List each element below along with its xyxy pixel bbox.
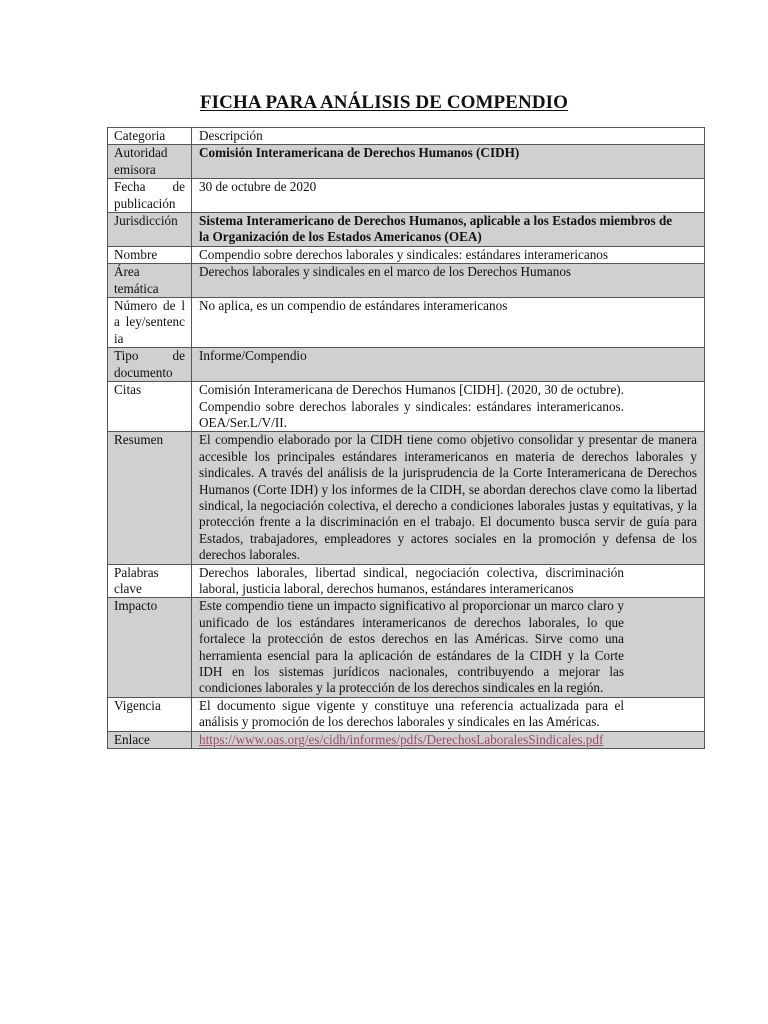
row-jurisdiccion — [108, 213, 705, 247]
page-title: FICHA PARA ANÁLISIS DE COMPENDIO — [199, 92, 569, 113]
row-category: Resumen — [108, 432, 192, 564]
row-description: Este compendio tiene un impacto significativo al proporcionar un marco claro y unificado de los estándares interamericanos de derechos laborales, lo que fortalece la protección de estos derechos en las Américas. Sirve como una herramienta esencial para la aplicación de estándares de la CIDH y la Corte IDH en los sistemas jurídicos nacionales, contribuyendo a mejorar las condiciones laborales y la protección de los derechos sindicales en la región. — [192, 598, 705, 697]
row-description — [192, 731, 705, 748]
row-area-tematica — [108, 264, 705, 298]
row-vigencia — [108, 697, 705, 731]
row-description: No aplica, es un compendio de estándares interamericanos — [192, 298, 705, 348]
row-category: Vigencia — [108, 697, 192, 731]
row-category: Fecha de publicación — [108, 179, 192, 213]
row-autoridad-emisora — [108, 145, 705, 179]
row-description: Comisión Interamericana de Derechos Humanos [CIDH]. (2020, 30 de octubre). Compendio sobre derechos laborales y sindicales: estándares interamericanos. OEA/Ser.L/V/II. — [192, 382, 705, 432]
row-description: Derechos laborales y sindicales en el marco de los Derechos Humanos — [192, 264, 705, 298]
row-fecha-publicacion — [108, 179, 705, 213]
row-category: Nombre — [108, 246, 192, 263]
table-header-row — [108, 128, 705, 145]
row-category: Número de la ley/sentencia — [108, 298, 192, 348]
row-enlace — [108, 731, 705, 748]
row-palabras-clave — [108, 564, 705, 598]
row-category: Impacto — [108, 598, 192, 697]
compendio-pdf-link[interactable]: https://www.oas.org/es/cidh/informes/pdfs/DerechosLaboralesSindicales.pdf — [199, 731, 604, 747]
row-impacto — [108, 598, 705, 697]
row-nombre — [108, 246, 705, 263]
row-description: Comisión Interamericana de Derechos Humanos (CIDH) — [192, 145, 705, 179]
row-description: Compendio sobre derechos laborales y sindicales: estándares interamericanos — [192, 246, 705, 263]
row-description: Derechos laborales, libertad sindical, negociación colectiva, discriminación laboral, justicia laboral, derechos humanos, estándares interamericanos — [192, 564, 705, 598]
row-category: Tipo de documento — [108, 348, 192, 382]
row-tipo-documento — [108, 348, 705, 382]
row-description: El documento sigue vigente y constituye una referencia actualizada para el análisis y promoción de los derechos laborales y sindicales en las Américas. — [192, 697, 705, 731]
row-description: 30 de octubre de 2020 — [192, 179, 705, 213]
row-description: Sistema Interamericano de Derechos Humanos, aplicable a los Estados miembros de la Organización de los Estados Americanos (OEA) — [192, 213, 705, 247]
row-category: Autoridad emisora — [108, 145, 192, 179]
header-category: Categoria — [108, 128, 192, 145]
row-category: Palabras clave — [108, 564, 192, 598]
row-category: Área temática — [108, 264, 192, 298]
row-resumen — [108, 432, 705, 564]
row-category: Enlace — [108, 731, 192, 748]
header-description: Descripción — [192, 128, 705, 145]
row-category: Jurisdicción — [108, 213, 192, 247]
row-numero-ley — [108, 298, 705, 348]
analysis-table — [107, 127, 705, 749]
row-citas — [108, 382, 705, 432]
row-category: Citas — [108, 382, 192, 432]
row-description: El compendio elaborado por la CIDH tiene como objetivo consolidar y presentar de manera accesible los principales estándares interamericanos en materia de derechos laborales y sindicales. A través del análisis de la jurisprudencia de la Corte Interamericana de Derechos Humanos (Corte IDH) y los informes de la CIDH, se abordan derechos clave como la libertad sindical, la negociación colectiva, el derecho a condiciones laborales justas y equitativas, y la protección frente a la discriminación en el trabajo. El documento busca servir de guía para Estados, trabajadores, empleadores y actores sociales en la promoción y defensa de los derechos laborales. — [192, 432, 705, 564]
row-description: Informe/Compendio — [192, 348, 705, 382]
